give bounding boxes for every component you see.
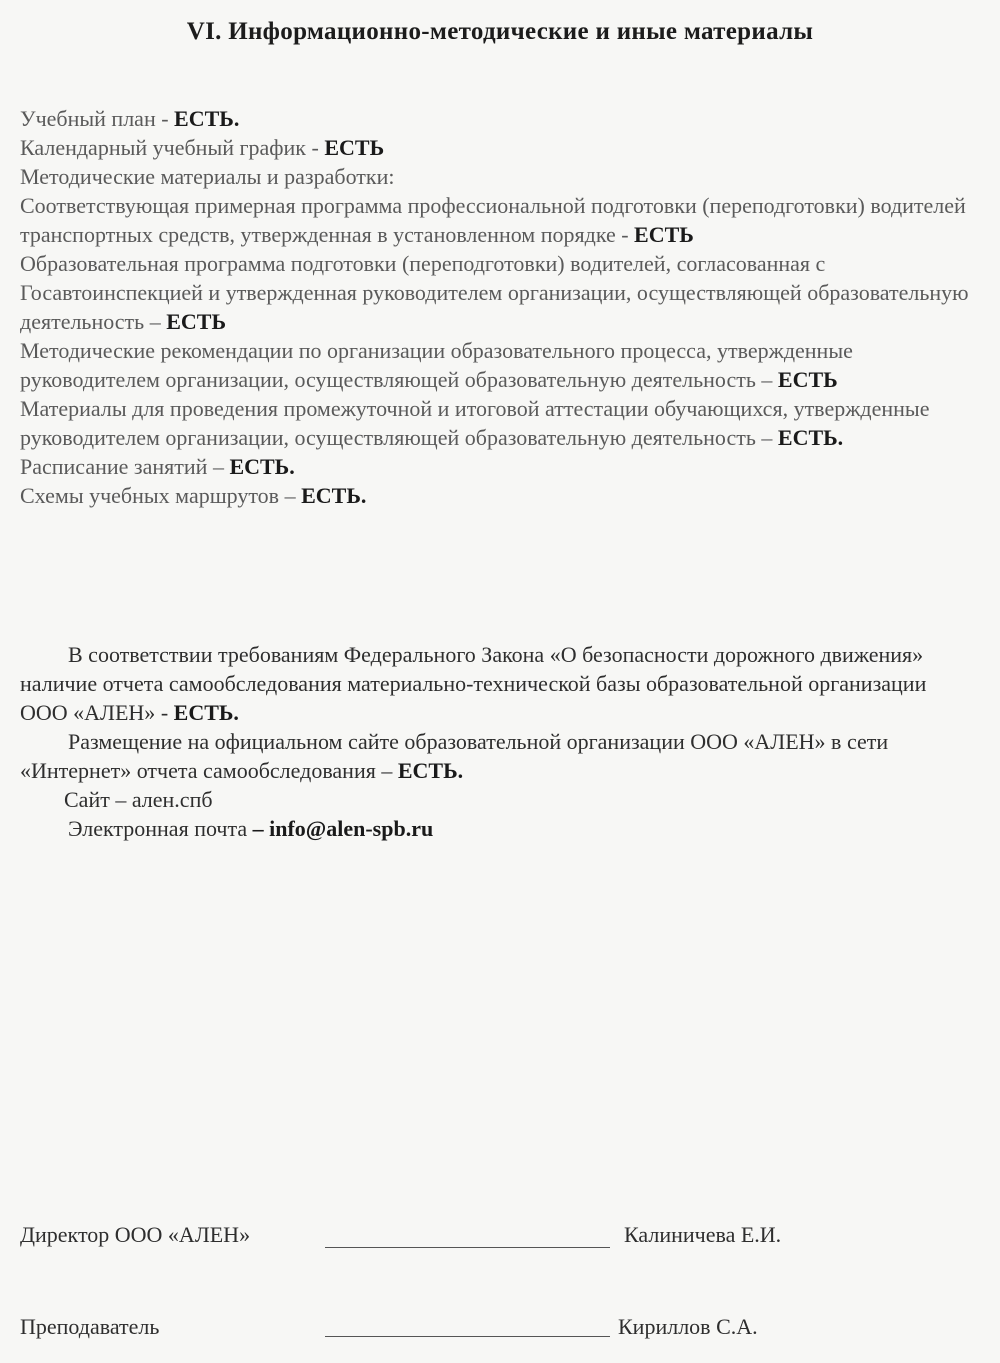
site-value: ален.спб — [131, 787, 213, 812]
item-text: Материалы для проведения промежуточной и итоговой аттестации обучающихся, утвержденные руководителем организации, осуществляющей образовательную деятельность — [20, 396, 930, 450]
item-text: Расписание занятий — [20, 454, 208, 479]
item-status: ЕСТЬ — [634, 222, 694, 247]
signature-role: Директор ООО «АЛЕН» — [20, 1222, 251, 1247]
page-title: VI. Информационно-методические и иные материалы — [186, 18, 814, 45]
materials-list — [20, 104, 980, 510]
item-status: ЕСТЬ. — [229, 454, 295, 479]
signature-row-teacher — [20, 1314, 980, 1348]
item-text: Соответствующая примерная программа профессиональной подготовки (переподготовки) водителей транспортных средств, утвержденная в установленном порядке — [20, 193, 966, 247]
site-separator: – — [109, 787, 132, 812]
item-separator: – — [207, 454, 230, 479]
signature-role: Преподаватель — [20, 1314, 160, 1339]
paragraph-text: В соответствии требованиям Федерального Закона «О безопасности дорожного движения» наличие отчета самообследования материально-технической базы образовательной организации ООО «АЛЕН» — [20, 642, 927, 725]
list-item — [20, 452, 980, 481]
email-label: Электронная почта — [68, 816, 248, 841]
email-line — [20, 814, 970, 843]
item-status: ЕСТЬ — [324, 135, 385, 160]
list-item — [20, 133, 980, 162]
list-item — [20, 191, 980, 249]
site-line — [20, 785, 970, 814]
list-item — [20, 481, 980, 510]
paragraph-status: ЕСТЬ. — [397, 758, 464, 783]
item-separator: – — [279, 483, 302, 508]
paragraph-separator: – — [375, 758, 398, 783]
item-text: Образовательная программа подготовки (переподготовки) водителей, согласованная с Госавтоинспекцией и утвержденная руководителем организации, осуществляющей образовательную деятельность — [20, 251, 969, 334]
item-text: Учебный план — [20, 106, 156, 131]
item-status: ЕСТЬ — [166, 309, 226, 334]
email-separator: – — [247, 816, 270, 841]
website-paragraph — [20, 727, 970, 785]
list-item — [20, 104, 980, 133]
paragraph-separator: - — [155, 700, 174, 725]
list-item — [20, 394, 980, 452]
item-text: Методические рекомендации по организации образовательного процесса, утвержденные руководителем организации, осуществляющей образовательную деятельность — [20, 338, 853, 392]
list-item — [20, 336, 980, 394]
list-item — [20, 249, 980, 336]
item-status: ЕСТЬ. — [777, 425, 844, 450]
item-status: ЕСТЬ — [777, 367, 838, 392]
site-label: Сайт — [64, 787, 110, 812]
signature-name: Кириллов С.А. — [618, 1314, 758, 1339]
signature-row-director — [20, 1222, 980, 1256]
item-text: Календарный учебный график — [20, 135, 306, 160]
signature-line — [325, 1247, 610, 1248]
item-separator: - — [615, 222, 635, 247]
email-value: info@alen-spb.ru — [269, 816, 434, 841]
item-separator: - — [155, 106, 175, 131]
list-item — [20, 162, 980, 191]
item-text: Схемы учебных маршрутов — [20, 483, 280, 508]
item-status: ЕСТЬ. — [301, 483, 367, 508]
item-text: Методические материалы и разработки: — [20, 164, 395, 189]
paragraph-text: Размещение на официальном сайте образовательной организации ООО «АЛЕН» в сети «Интернет» отчета самообследования — [20, 729, 889, 783]
signature-name: Калиничева Е.И. — [624, 1222, 782, 1247]
item-separator: – — [755, 425, 778, 450]
item-separator: - — [306, 135, 325, 160]
item-separator: – — [144, 309, 167, 334]
conclusion-block — [20, 640, 970, 843]
item-separator: – — [755, 367, 778, 392]
paragraph-status: ЕСТЬ. — [173, 700, 239, 725]
signature-line — [325, 1336, 610, 1337]
self-assessment-paragraph — [20, 640, 970, 727]
item-status: ЕСТЬ. — [174, 106, 240, 131]
